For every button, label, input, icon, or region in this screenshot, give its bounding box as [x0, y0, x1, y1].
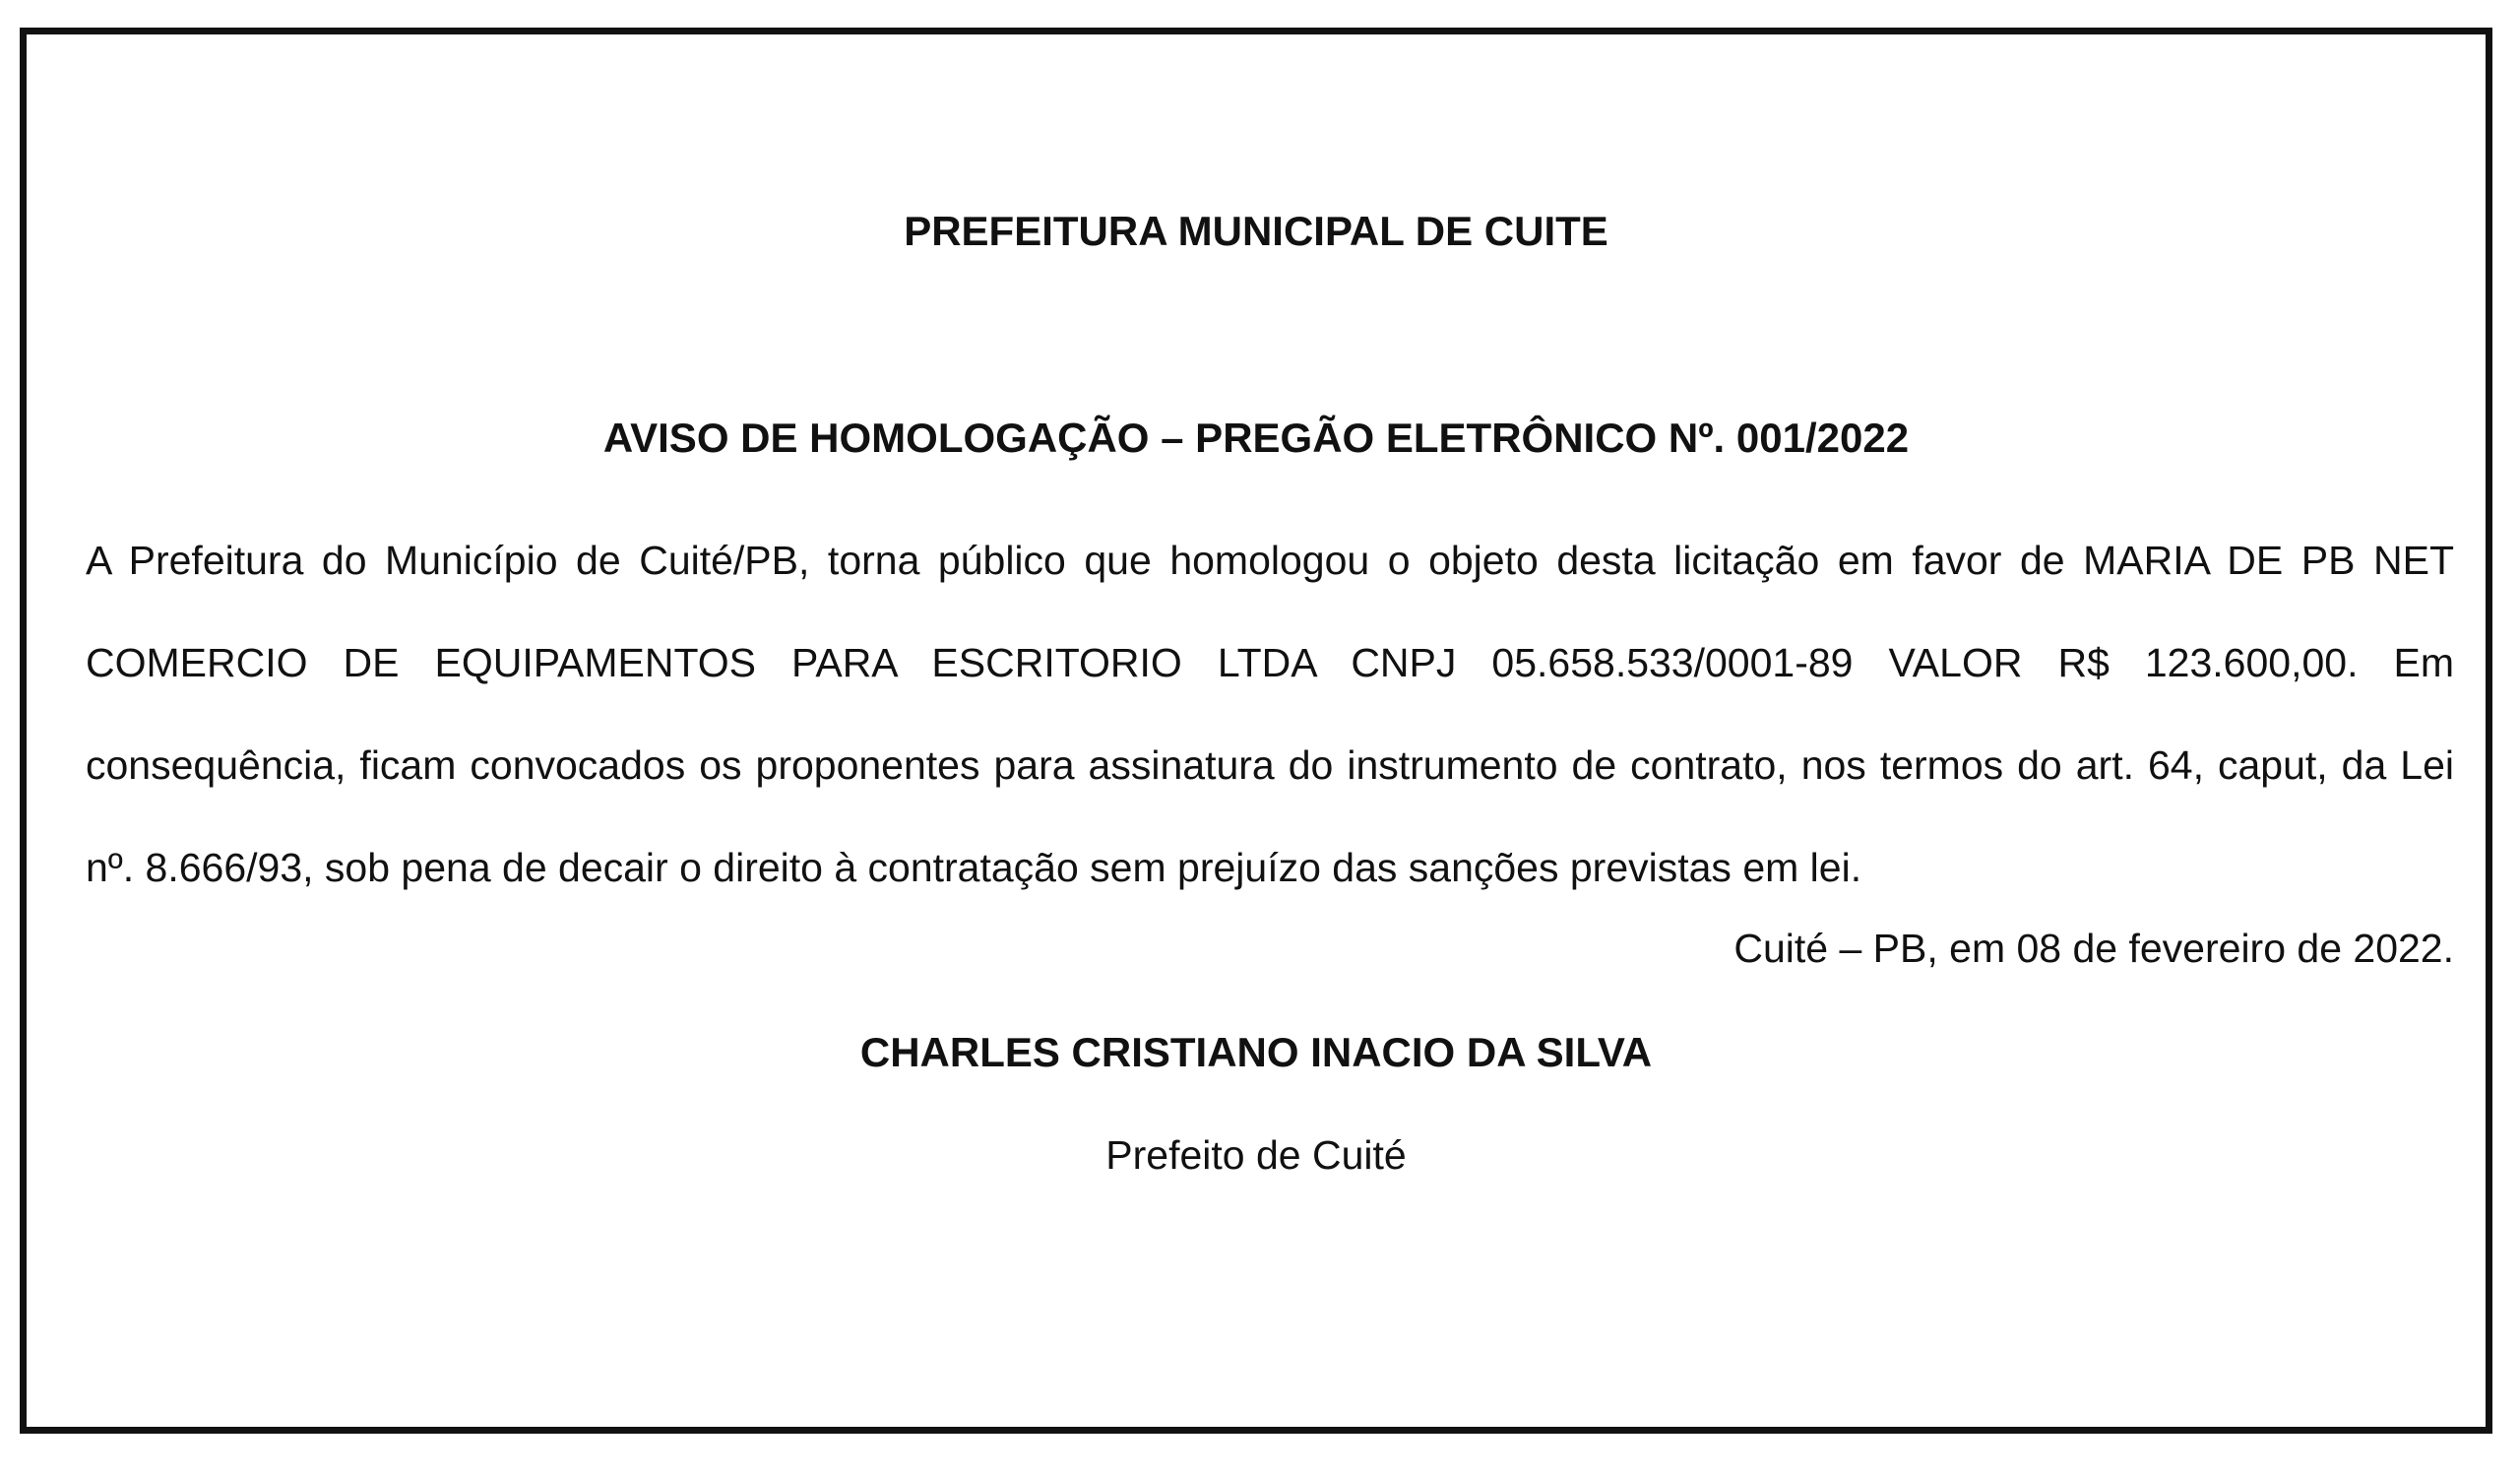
- notice-body: A Prefeitura do Município de Cuité/PB, torna público que homologou o objeto desta licitação em favor de MARIA DE PB NET COMERCIO DE EQUIPAMENTOS PARA ESCRITORIO LTDA CNPJ 05.658.533/0001-89 VALOR R$ 123.600,00. Em consequência, ficam convocados os proponentes para assinatura do instrumento de contrato, nos termos do art. 64, caput, da Lei nº. 8.666/93, sob pena de decair o direito à contratação sem prejuízo das sanções previstas em lei.: [86, 538, 2454, 890]
- date-line: Cuité – PB, em 08 de fevereiro de 2022.: [1733, 926, 2454, 971]
- organization-title: PREFEITURA MUNICIPAL DE CUITE: [904, 208, 1608, 254]
- document-frame: [20, 28, 2492, 1434]
- notice-title: AVISO DE HOMOLOGAÇÃO – PREGÃO ELETRÔNICO Nº. 001/2022: [602, 415, 1910, 461]
- signer-name: CHARLES CRISTIANO INACIO DA SILVA: [859, 1029, 1653, 1075]
- signer-role: Prefeito de Cuité: [1105, 1132, 1407, 1178]
